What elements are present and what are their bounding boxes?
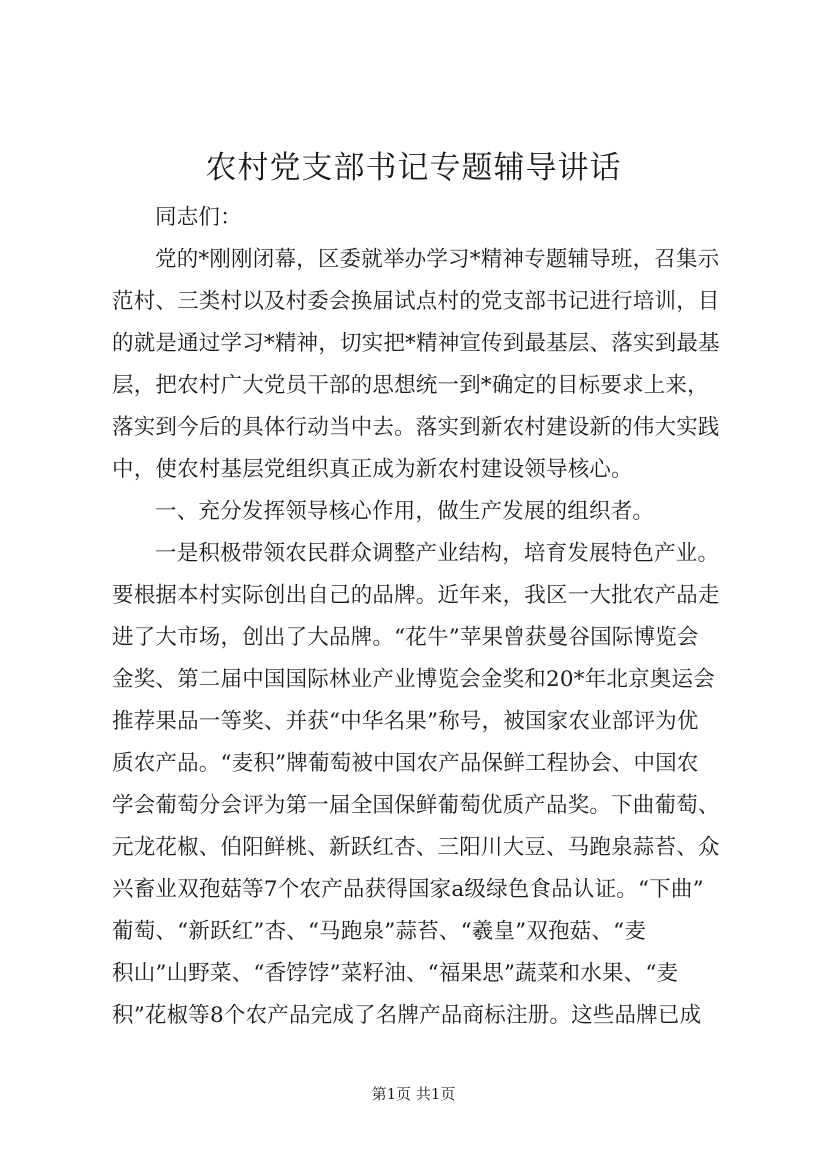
paragraph-line: 质农产品。“麦积”牌葡萄被中国农产品保鲜工程协会、中国农 (112, 751, 699, 776)
section-heading: 一、充分发挥领导核心作用，做生产发展的组织者。 (155, 499, 655, 524)
paragraph-line: 的就是通过学习*精神，切实把*精神宣传到最基层、落实到最基 (112, 331, 720, 356)
paragraph-line: 范村、三类村以及村委会换届试点村的党支部书记进行培训，目 (112, 289, 720, 314)
document-body (112, 197, 736, 1037)
paragraph-line: 中，使农村基层党组织真正成为新农村建设领导核心。 (112, 457, 633, 482)
paragraph-line: 推荐果品一等奖、并获“中华名果”称号，被国家农业部评为优 (112, 709, 699, 734)
paragraph-line: 积山”山野菜、“香饽饽”菜籽油、“福果思”蔬菜和水果、“麦 (112, 961, 679, 986)
paragraph-line: 积”花椒等8个农产品完成了名牌产品商标注册。这些品牌已成 (112, 1003, 702, 1028)
paragraph-line: 金奖、第二届中国国际林业产业博览会金奖和20*年北京奥运会 (112, 667, 715, 692)
paragraph-line: 元龙花椒、伯阳鲜桃、新跃红杏、三阳川大豆、马跑泉蒜苔、众 (112, 835, 720, 860)
paragraph-line: 葡萄、“新跃红”杏、“马跑泉”蒜苔、“羲皇”双孢菇、“麦 (112, 919, 647, 944)
paragraph-line: 要根据本村实际创出自己的品牌。近年来，我区一大批农产品走 (112, 583, 720, 608)
salutation-line: 同志们： (155, 205, 242, 230)
paragraph-line: 学会葡萄分会评为第一届全国保鲜葡萄优质产品奖。下曲葡萄、 (112, 793, 720, 818)
paragraph-line: 进了大市场，创出了大品牌。“花牛”苹果曾获曼谷国际博览会 (112, 625, 699, 650)
document-title: 农村党支部书记专题辅导讲话 (205, 150, 622, 186)
paragraph-line: 一是积极带领农民群众调整产业结构，培育发展特色产业。 (155, 541, 720, 566)
paragraph-line: 兴畜业双孢菇等7个农产品获得国家a级绿色食品认证。“下曲” (112, 877, 704, 902)
paragraph-line: 落实到今后的具体行动当中去。落实到新农村建设新的伟大实践 (112, 415, 720, 440)
page-number-footer: 第1页 共1页 (371, 1085, 456, 1103)
paragraph-line: 层，把农村广大党员干部的思想统一到*确定的目标要求上来， (112, 373, 709, 398)
paragraph-line: 党的*刚刚闭幕，区委就举办学习*精神专题辅导班，召集示 (155, 247, 720, 272)
